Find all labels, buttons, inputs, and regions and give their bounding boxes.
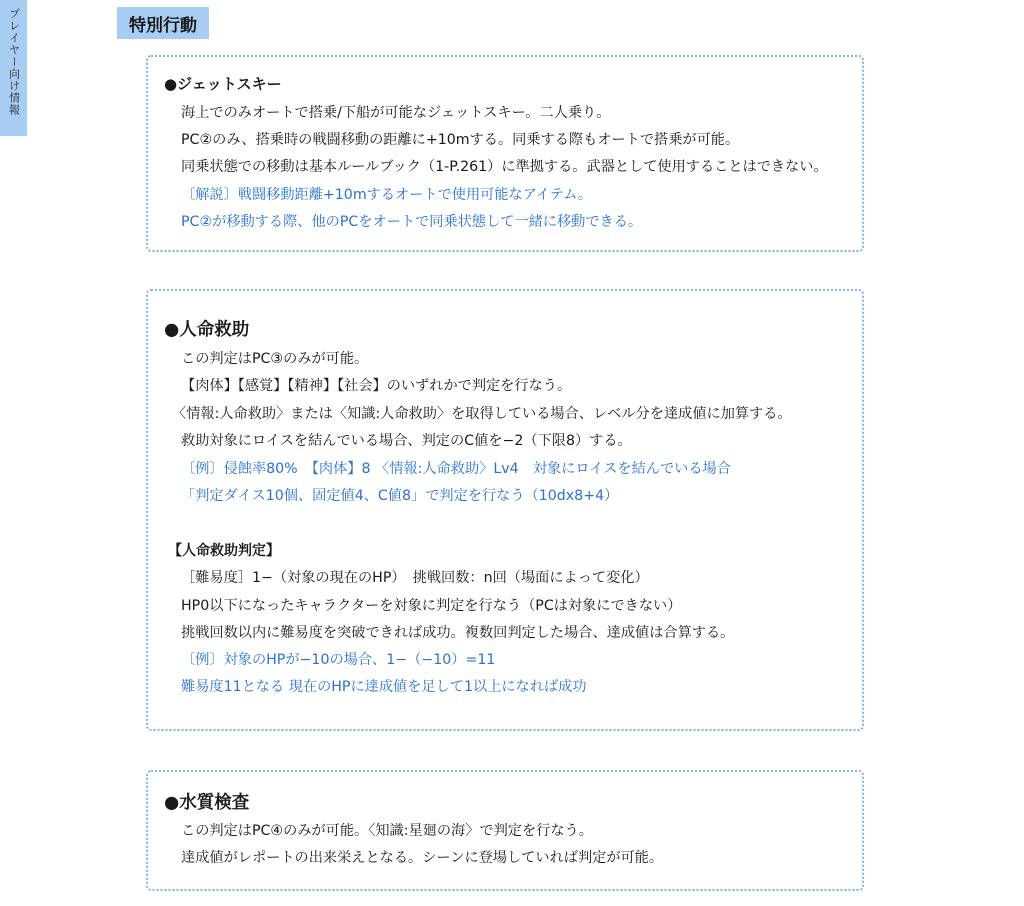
rescue-title: ●人命救助 — [164, 320, 250, 340]
rescue-line-3: 〈情報:人命救助〉または〈知識:人命救助〉を取得している場合、レベル分を達成値に加算する。 — [172, 406, 792, 422]
water-quality-title: ●水質検査 — [164, 793, 250, 813]
jet-ski-title: ●ジェットスキー — [164, 75, 282, 93]
rescue-note-1: 〔例〕侵蝕率80% 【肉体】8 〈情報:人命救助〉Lv4 対象にロイスを結んでいる場合 — [181, 461, 731, 477]
rescue-check-line-3: 挑戦回数以内に難易度を突破できれば成功。複数回判定した場合、達成値は合算する。 — [181, 625, 735, 641]
rescue-line-2: 【肉体】【感覚】【精神】【社会】のいずれかで判定を行なう。 — [181, 378, 572, 394]
side-tab-label: プレイヤー向け情報 — [7, 8, 21, 116]
rescue-line-1: この判定はPC③のみが可能。 — [181, 351, 369, 367]
rescue-check-line-2: HP0以下になったキャラクターを対象に判定を行なう（PCは対象にできない） — [181, 598, 682, 614]
section-title: 特別行動 — [117, 7, 209, 39]
jet-ski-line-2: PC②のみ、搭乗時の戦闘移動の距離に+10mする。同乗する際もオートで搭乗が可能。 — [181, 132, 740, 148]
jet-ski-note-2: PC②が移動する際、他のPCをオートで同乗状態して一緒に移動できる。 — [181, 214, 643, 230]
jet-ski-line-3: 同乗状態での移動は基本ルールブック（1-P.261）に準拠する。武器として使用することはできない。 — [181, 159, 828, 175]
rescue-note-2: 「判定ダイス10個、固定値4、C値8」で判定を行なう（10dx8+4） — [181, 488, 619, 504]
rescue-line-4: 救助対象にロイスを結んでいる場合、判定のC値を−2（下限8）する。 — [181, 433, 632, 449]
rescue-check-line-1: ［難易度］1−（対象の現在のHP） 挑戦回数：n回（場面によって変化） — [181, 570, 649, 586]
jet-ski-line-1: 海上でのみオートで搭乗/下船が可能なジェットスキー。二人乗り。 — [181, 105, 611, 121]
rescue-check-note-2: 難易度11となる 現在のHPに達成値を足して1以上になれば成功 — [181, 679, 587, 695]
water-quality-line-1: この判定はPC④のみが可能。〈知識:星廻の海〉で判定を行なう。 — [181, 823, 593, 839]
water-quality-line-2: 達成値がレポートの出来栄えとなる。シーンに登場していれば判定が可能。 — [181, 850, 664, 866]
jet-ski-note-1: 〔解説〕戦闘移動距離+10mするオートで使用可能なアイテム。 — [181, 187, 593, 203]
side-tab-player-info[interactable] — [0, 0, 27, 136]
rescue-check-note-1: 〔例〕対象のHPが−10の場合、1−（−10）=11 — [181, 652, 496, 668]
rescue-check-title: 【人命救助判定】 — [168, 543, 280, 559]
